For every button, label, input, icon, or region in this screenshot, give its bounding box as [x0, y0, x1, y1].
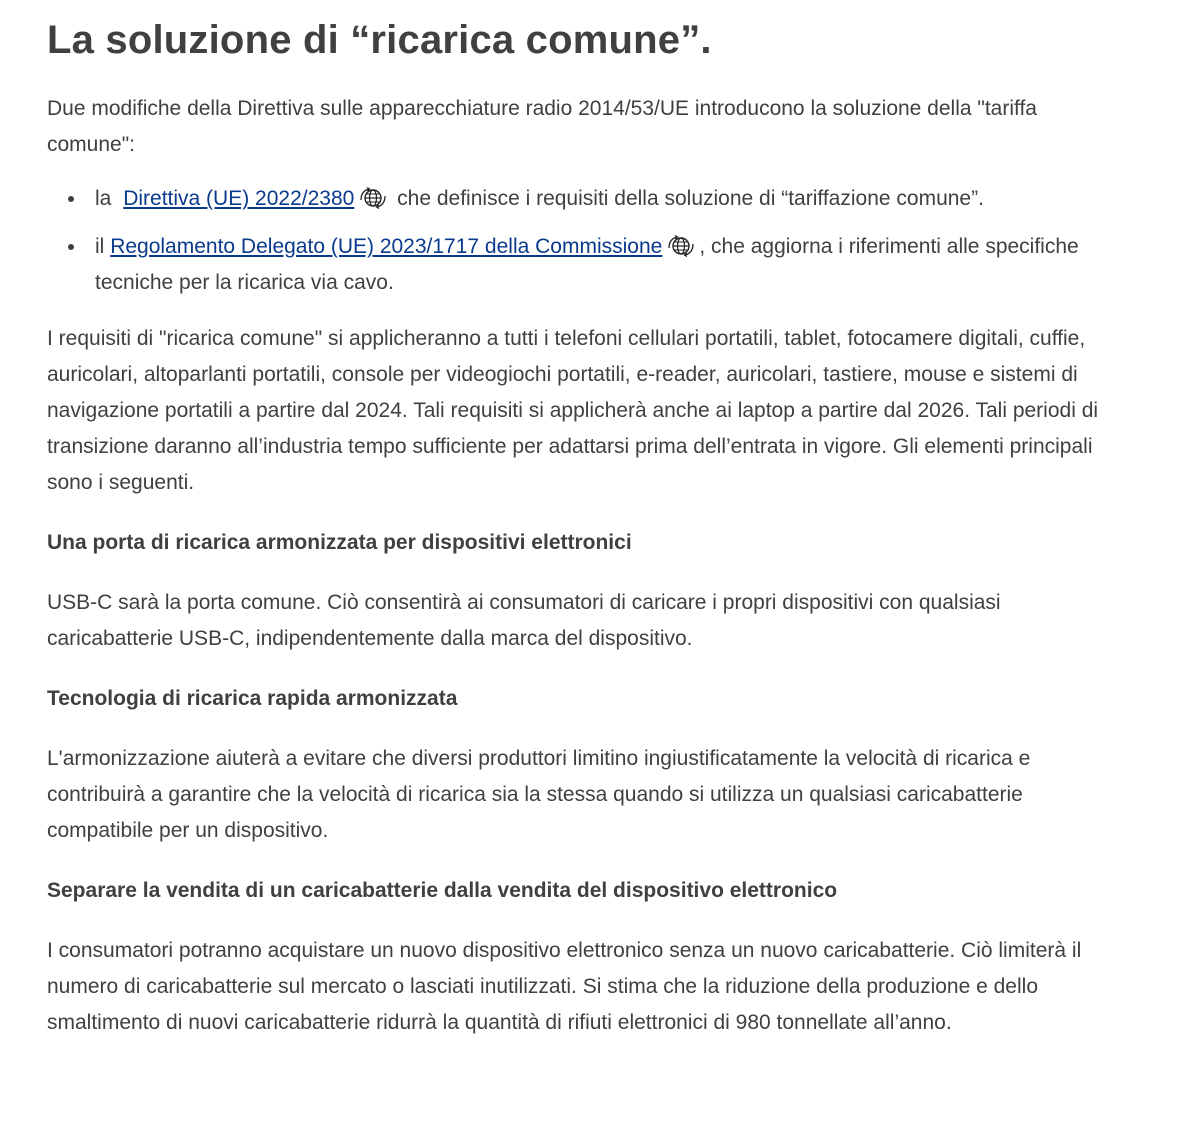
- list-item-suffix: che definisce i requisiti della soluzione di “tariffazione comune”.: [397, 187, 984, 210]
- section-heading-fast-charging: Tecnologia di ricarica rapida armonizzata: [47, 687, 458, 710]
- section-heading-port: Una porta di ricarica armonizzata per dispositivi elettronici: [47, 531, 632, 554]
- page-title: La soluzione di “ricarica comune”.: [47, 18, 712, 62]
- directive-link[interactable]: Direttiva (UE) 2022/2380: [123, 187, 355, 210]
- section-text-fast-charging: L'armonizzazione aiuterà a evitare che diversi produttori limitino ingiustificatamente la velocità di ricarica e contribuirà a garantire che la velocità di ricarica sia la stessa quando si utilizza un qualsiasi caricabatterie compatibile per un dispositivo.: [47, 747, 1031, 842]
- article-content: [47, 0, 1127, 1041]
- section-heading-unbundling: Separare la vendita di un caricabatterie dalla vendita del dispositivo elettronico: [47, 879, 838, 902]
- section-text-port: USB-C sarà la porta comune. Ciò consentirà ai consumatori di caricare i propri dispositivi con qualsiasi caricabatterie USB-C, indipendentemente dalla marca del dispositivo.: [47, 591, 1001, 650]
- external-globe-icon: [666, 234, 696, 258]
- list-item-prefix: la: [95, 187, 112, 210]
- external-globe-icon: [358, 186, 388, 210]
- list-item: [95, 181, 1127, 217]
- regulation-link[interactable]: Regolamento Delegato (UE) 2023/1717 della Commissione: [110, 235, 663, 258]
- directive-list: [47, 181, 1127, 301]
- list-item-suffix: , che aggiorna i riferimenti alle specifiche tecniche per la ricarica via cavo.: [95, 235, 1079, 294]
- intro-paragraph: Due modifiche della Direttiva sulle apparecchiature radio 2014/53/UE introducono la soluzione della "tariffa comune":: [47, 97, 1037, 156]
- list-item: [95, 229, 1127, 301]
- list-item-prefix: il: [95, 235, 105, 258]
- section-text-unbundling: I consumatori potranno acquistare un nuovo dispositivo elettronico senza un nuovo caricabatterie. Ciò limiterà il numero di caricabatterie sul mercato o lasciati inutilizzati. Si stima che la riduzione della produzione e dello smaltimento di nuovi caricabatterie ridurrà la quantità di rifiuti elettronici di 980 tonnellate all’anno.: [47, 939, 1082, 1034]
- requirements-paragraph: I requisiti di "ricarica comune" si applicheranno a tutti i telefoni cellulari portatili, tablet, fotocamere digitali, cuffie, auricolari, altoparlanti portatili, console per videogiochi portatili, e-reader, auricolari, tastiere, mouse e sistemi di navigazione portatili a partire dal 2024. Tali requisiti si applicherà anche ai laptop a partire dal 2026. Tali periodi di transizione daranno all’industria tempo sufficiente per adattarsi prima dell’entrata in vigore. Gli elementi principali sono i seguenti.: [47, 327, 1099, 494]
